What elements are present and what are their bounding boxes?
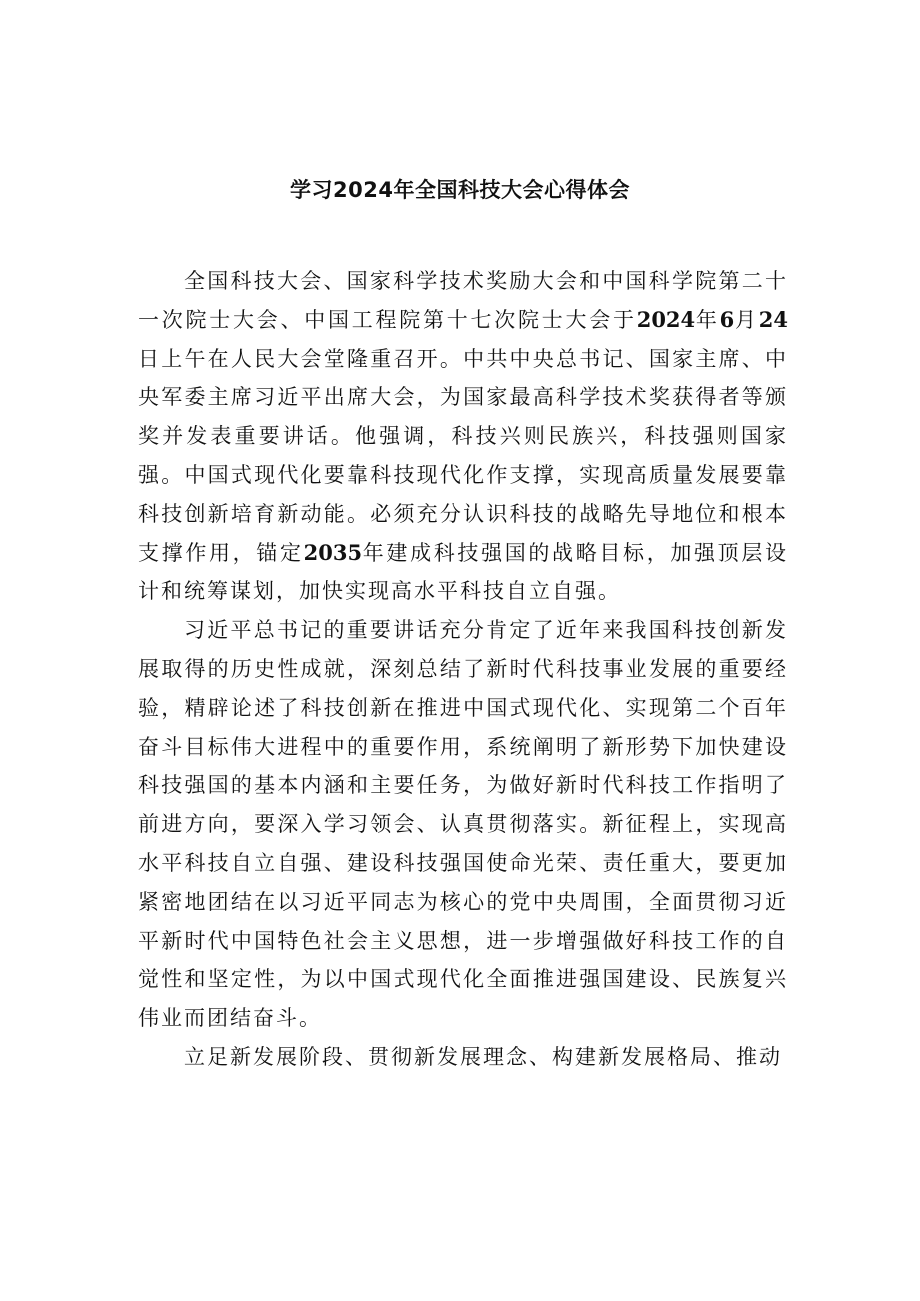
text-segment: 立足新发展阶段、贯彻新发展理念、构建新发展格局、推动 — [184, 1044, 782, 1069]
target-year-segment: 2035 — [303, 539, 363, 565]
text-segment: 全国科技大会、国家科学技术奖励大会和中国科学院第二十一次院士大会、中国工程院第十七次院士大会于 — [138, 269, 788, 332]
paragraph-3 — [138, 1038, 788, 1077]
text-segment: 年建成科技强国的战略目标，加强顶层设计和统筹谋划，加快实现高水平科技自立自强。 — [138, 540, 789, 604]
text-segment: 日上午在人民大会堂隆重召开。中共中央总书记、国家主席、中央军委主席习近平出席大会，为国家最高科学技术奖获得者等颁奖并发表重要讲话。他强调，科技兴则民族兴，科技强则国家强。中国式现代化要靠科技现代化作支撑，实现高质量发展要靠科技创新培育新动能。必须充分认识科技的战略先导地位和根本支撑作用，锚定 — [138, 346, 788, 565]
date-month-segment: 6 — [719, 306, 735, 332]
text-segment: 年 — [695, 307, 720, 332]
text-segment: 习近平总书记的重要讲话充分肯定了近年来我国科技创新发展取得的历史性成就，深刻总结了新时代科技事业发展的重要经验，精辟论述了科技创新在推进中国式现代化、实现第二个百年奋斗目标伟大进程中的重要作用，系统阐明了新形势下加快建设科技强国的基本内涵和主要任务，为做好新时代科技工作指明了前进方向，要深入学习领会、认真贯彻落实。新征程上，实现高水平科技自立自强、建设科技强国使命光荣、责任重大，要更加紧密地团结在以习近平同志为核心的党中央周围，全面贯彻习近平新时代中国特色社会主义思想，进一步增强做好科技工作的自觉性和坚定性，为以中国式现代化全面推进强国建设、民族复兴伟业而团结奋斗。 — [138, 618, 788, 1031]
date-day-segment: 24 — [758, 306, 789, 332]
date-year-segment: 2024 — [636, 306, 696, 332]
page-title: 学习2024年全国科技大会心得体会 — [290, 178, 630, 202]
document-body — [138, 262, 788, 1077]
paragraph-2 — [138, 611, 788, 1038]
paragraph-1 — [138, 262, 788, 611]
text-segment: 月 — [734, 307, 759, 332]
